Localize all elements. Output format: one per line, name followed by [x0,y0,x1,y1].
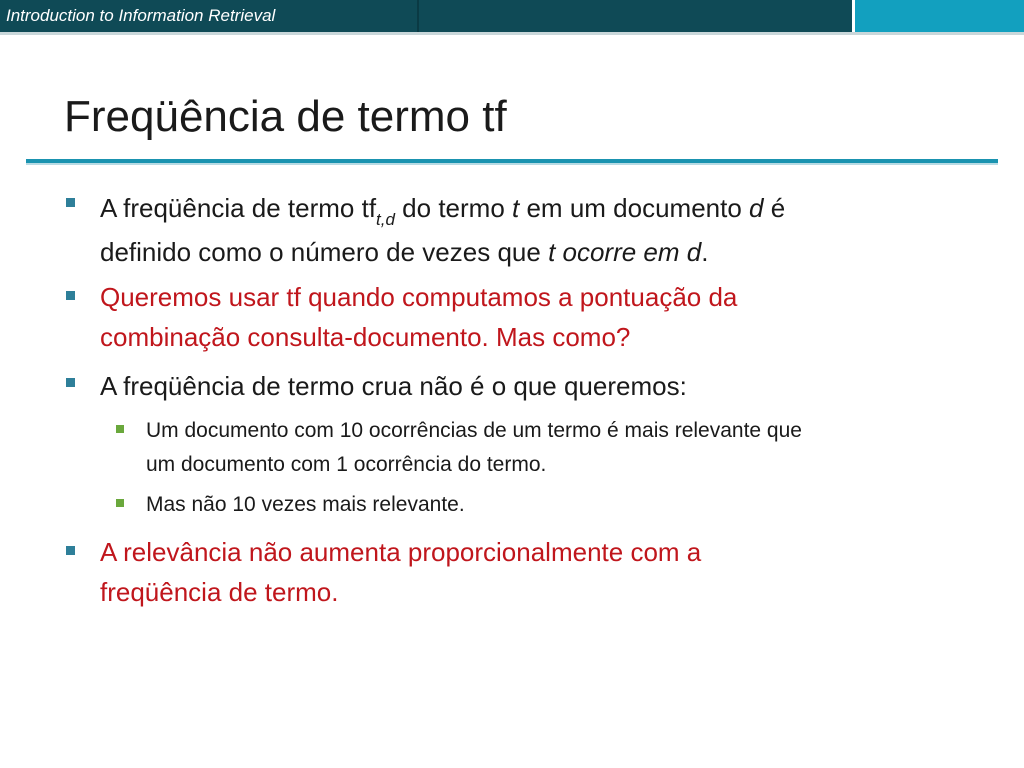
italic-text: t [512,193,520,223]
bullet-text: do termo [394,193,513,223]
italic-text: t ocorre em d [548,237,702,267]
bullet-text: é [763,193,786,223]
bullet-text: A freqüência de termo tf [100,193,377,223]
bullet-item-raw-tf [100,366,980,406]
bullet-item-tf-definition [100,188,980,272]
sub-bullet-line: Um documento com 10 ocorrências de um termo é mais relevante que [146,419,802,442]
sub-bullet-line: Mas não 10 vezes mais relevante. [146,493,465,516]
bullet-item-tf-scoring [100,277,980,357]
bullet-line [100,188,980,232]
bullet-text: definido como o número de vezes que [100,237,549,267]
bullet-square-icon [66,546,75,555]
sub-bullet-square-icon [116,499,124,507]
bullet-square-icon [66,198,75,207]
bullet-line [100,232,980,272]
bullet-text: . [701,237,709,267]
sub-bullet-square-icon [116,425,124,433]
bullet-line: Queremos usar tf quando computamos a pontuação da [100,282,738,312]
bullet-line: A relevância não aumenta proporcionalmente com a [100,537,702,567]
header-course-title: Introduction to Information Retrieval [6,6,276,25]
bullet-square-icon [66,291,75,300]
bullet-text: em um documento [519,193,750,223]
sub-bullet-item-relevance [146,414,986,482]
sub-bullet-item-not-10x [146,488,986,522]
sub-bullet-line: um documento com 1 ocorrência do termo. [146,453,547,476]
bullet-line: combinação consulta-documento. Mas como? [100,322,631,352]
slide-title: Freqüência de termo tf [64,92,507,141]
bullet-line: freqüência de termo. [100,577,339,607]
bullet-item-relevance-growth [100,532,980,612]
bullet-line: A freqüência de termo crua não é o que queremos: [100,371,687,401]
subscript-text: t,d [376,210,395,229]
bullet-square-icon [66,378,75,387]
italic-text: d [749,193,764,223]
